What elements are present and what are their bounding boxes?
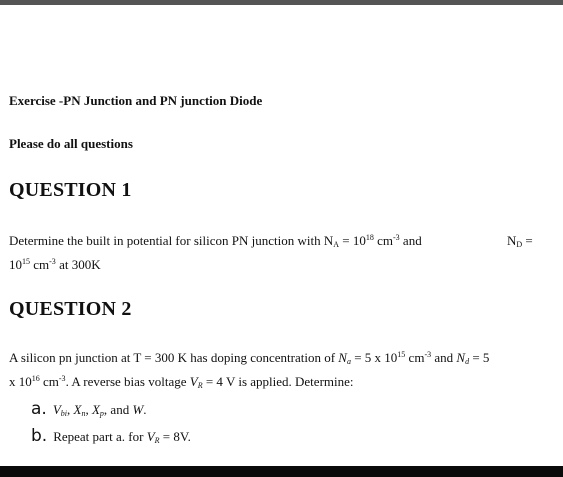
question-2-text-line-2: x $10^{16}$ $cm^{-3}$. A reverse bias voltage $V_R = 4$ V is applied. Determine: — [9, 374, 354, 390]
top-border-bar — [0, 0, 563, 5]
question-1-text-line-1: Determine the built in potential for silicon PN junction with $N_A = 10^{18}$ $cm^{-3}$ and — [9, 233, 422, 249]
question-1-text-line-2: $10^{15}$ $cm^{-3}$ at 300K — [9, 257, 101, 272]
question-1-nd-label: $N_D$ = — [507, 233, 533, 249]
item-b-marker: b. — [31, 426, 48, 446]
question-2-item-b: b. Repeat part a. for $V_R = 8V$. — [31, 426, 191, 446]
question-2-item-a: a. $V_{bi}$, $X_n$, $X_p$, and W. — [31, 399, 147, 419]
instructions-text: Please do all questions — [9, 136, 133, 151]
item-a-marker: a. — [31, 399, 47, 419]
bottom-border-bar — [0, 466, 563, 477]
question-2-text-line-1: A silicon pn junction at T = 300 K has doping concentration of $N_a = 5$ x $10^{15}$ $cm^{-3}$ and $N_d = 5$ — [9, 350, 490, 366]
question-1-heading: QUESTION 1 — [9, 179, 132, 201]
question-2-heading: QUESTION 2 — [9, 298, 132, 320]
document-title: Exercise -PN Junction and PN junction Diode — [9, 93, 263, 108]
